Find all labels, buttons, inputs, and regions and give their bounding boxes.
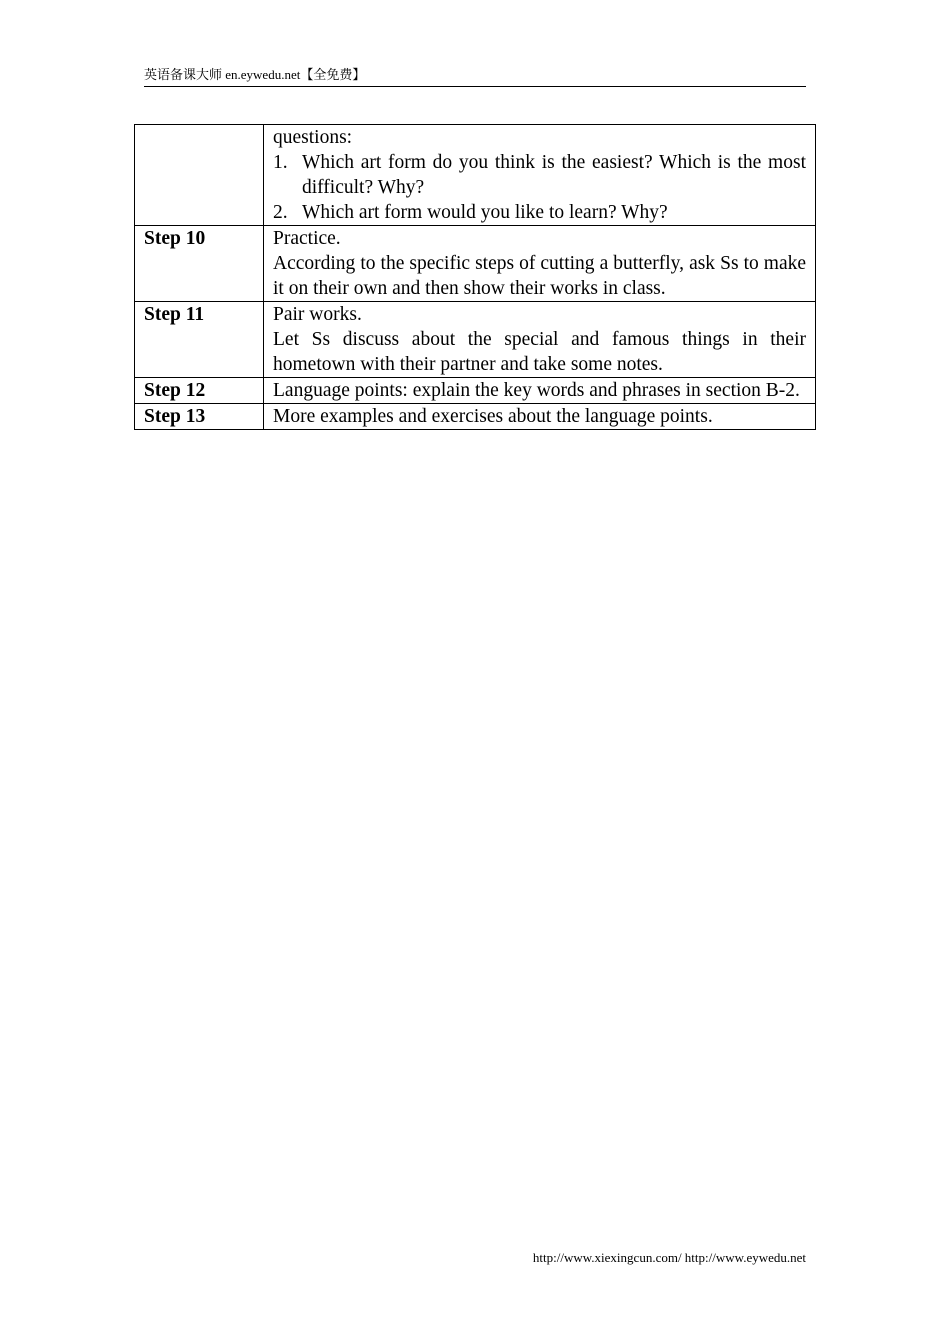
content-cell: [264, 378, 816, 404]
content-cell: [264, 302, 816, 378]
question-number: 1.: [273, 152, 288, 173]
table-row: [135, 404, 816, 430]
question-number: 2.: [273, 202, 288, 223]
row-body: Language points: explain the key words and phrases in section B-2.: [273, 380, 800, 401]
row-body: Let Ss discuss about the special and famous things in their hometown with their partner and take some notes.: [273, 329, 806, 375]
header-text: 英语备课大师 en.eywedu.net【全免费】: [144, 67, 366, 82]
table-row: [135, 226, 816, 302]
page-footer: [450, 1249, 806, 1266]
step-cell: [135, 125, 264, 226]
step-cell: Step 12: [135, 378, 264, 404]
content-cell: [264, 404, 816, 430]
step-cell: Step 11: [135, 302, 264, 378]
question-text: Which art form would you like to learn? Why?: [302, 202, 668, 223]
footer-links: http://www.xiexingcun.com/ http://www.eywedu.net: [532, 1250, 806, 1265]
row-title: Practice.: [273, 228, 341, 249]
question-item: [273, 200, 806, 225]
question-text: Which art form do you think is the easiest? Which is the most difficult? Why?: [302, 152, 806, 198]
table-row: [135, 302, 816, 378]
step-cell: Step 13: [135, 404, 264, 430]
row-body: According to the specific steps of cutting a butterfly, ask Ss to make it on their own and then show their works in class.: [273, 253, 806, 299]
lesson-steps-table: [134, 124, 816, 430]
table-row: [135, 125, 816, 226]
page-header: [144, 66, 806, 87]
question-list: [273, 150, 806, 225]
content-cell: [264, 125, 816, 226]
row-intro: questions:: [273, 127, 353, 148]
question-item: [273, 150, 806, 200]
content-cell: [264, 226, 816, 302]
row-title: Pair works.: [273, 304, 362, 325]
table-row: [135, 378, 816, 404]
step-cell: Step 10: [135, 226, 264, 302]
row-body: More examples and exercises about the language points.: [273, 406, 713, 427]
